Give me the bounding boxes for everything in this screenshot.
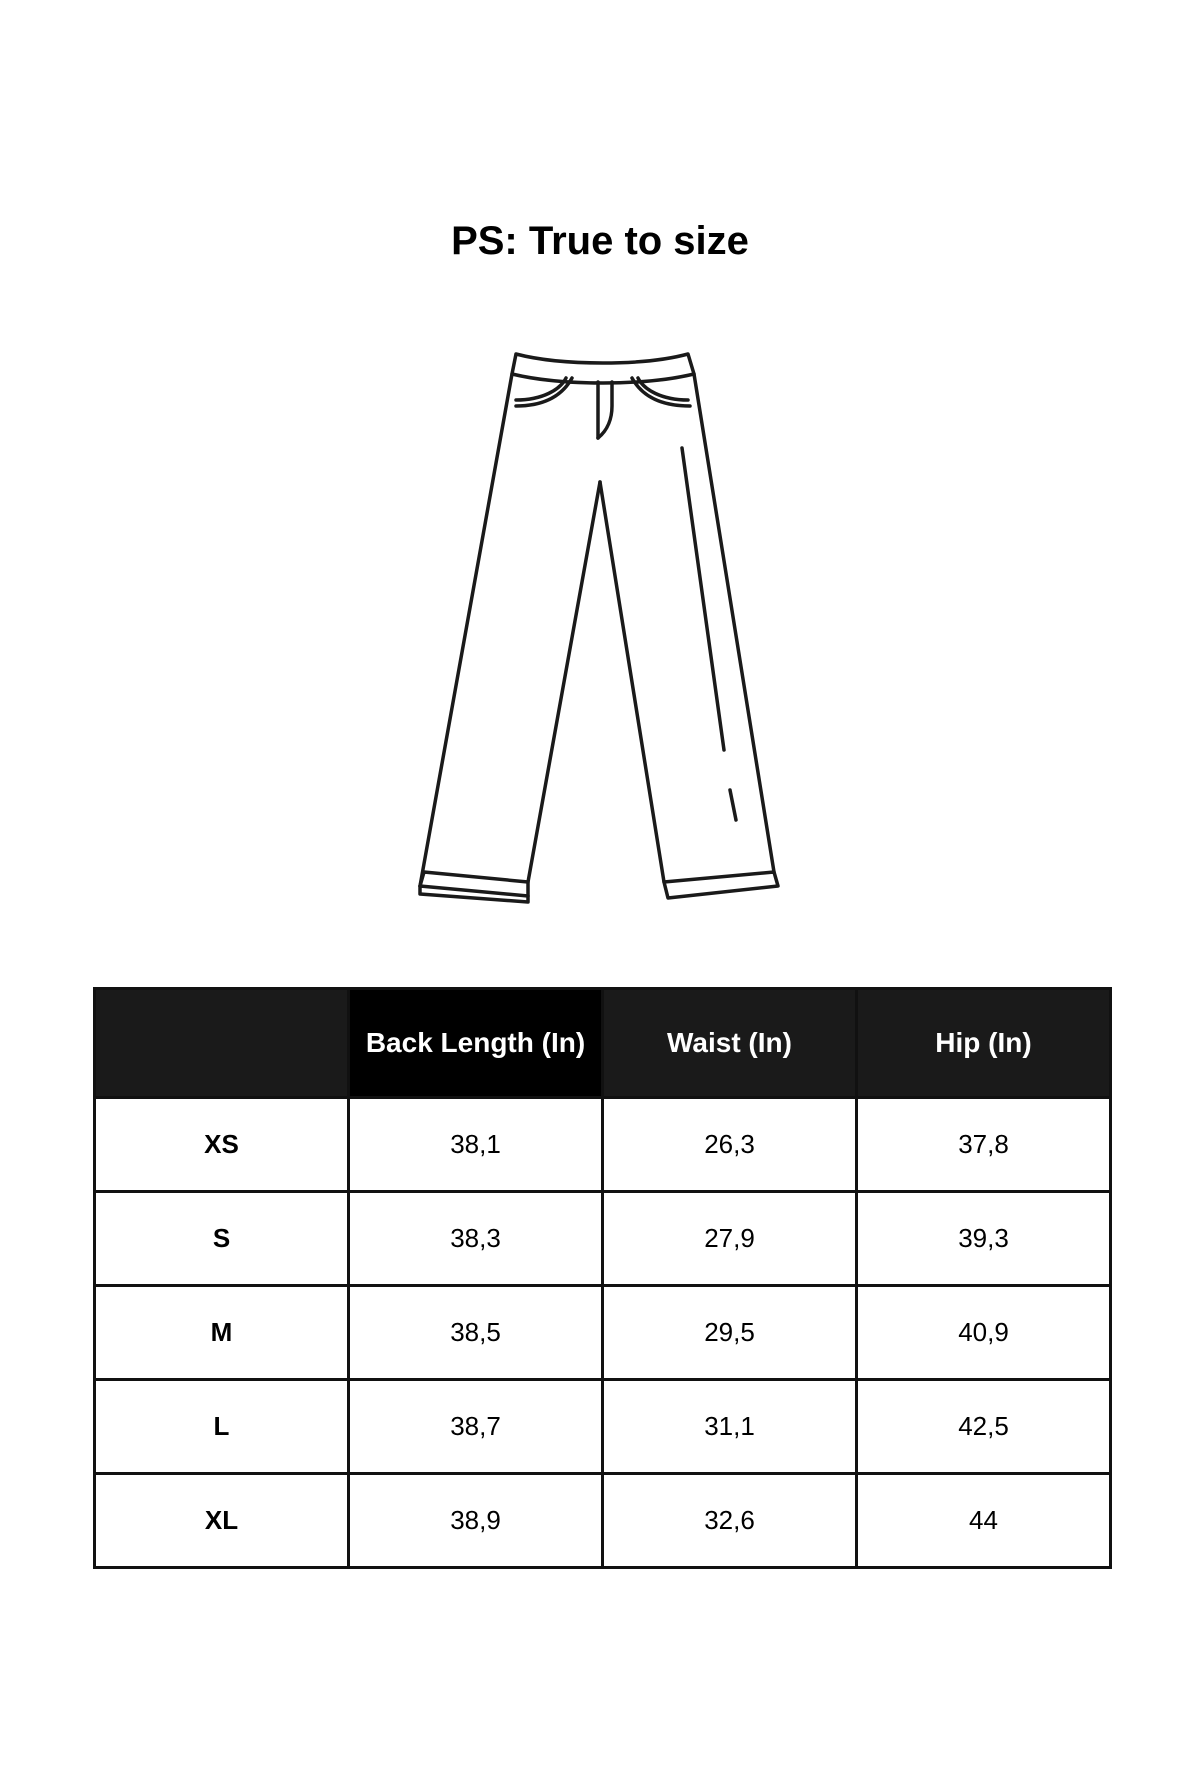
waist-value: 27,9 <box>603 1192 857 1286</box>
table-row <box>95 1098 1111 1192</box>
back-length-value: 38,7 <box>349 1380 603 1474</box>
table-row <box>95 1192 1111 1286</box>
table-row <box>95 1286 1111 1380</box>
hip-value: 39,3 <box>857 1192 1111 1286</box>
table-row <box>95 1474 1111 1568</box>
header-back-length: Back Length (In) <box>349 989 603 1098</box>
hip-value: 40,9 <box>857 1286 1111 1380</box>
header-hip: Hip (In) <box>857 989 1111 1098</box>
back-length-value: 38,3 <box>349 1192 603 1286</box>
pants-outline-icon <box>412 350 800 910</box>
page-title: PS: True to size <box>451 219 749 263</box>
table-header-row <box>95 989 1111 1098</box>
waist-value: 31,1 <box>603 1380 857 1474</box>
back-length-value: 38,5 <box>349 1286 603 1380</box>
size-label: L <box>95 1380 349 1474</box>
back-length-value: 38,9 <box>349 1474 603 1568</box>
size-label: XL <box>95 1474 349 1568</box>
size-label: S <box>95 1192 349 1286</box>
table-row <box>95 1380 1111 1474</box>
hip-value: 44 <box>857 1474 1111 1568</box>
hip-value: 42,5 <box>857 1380 1111 1474</box>
size-label: XS <box>95 1098 349 1192</box>
size-chart-table <box>93 987 1112 1569</box>
waist-value: 26,3 <box>603 1098 857 1192</box>
hip-value: 37,8 <box>857 1098 1111 1192</box>
header-size <box>95 989 349 1098</box>
size-label: M <box>95 1286 349 1380</box>
back-length-value: 38,1 <box>349 1098 603 1192</box>
waist-value: 32,6 <box>603 1474 857 1568</box>
waist-value: 29,5 <box>603 1286 857 1380</box>
header-waist: Waist (In) <box>603 989 857 1098</box>
